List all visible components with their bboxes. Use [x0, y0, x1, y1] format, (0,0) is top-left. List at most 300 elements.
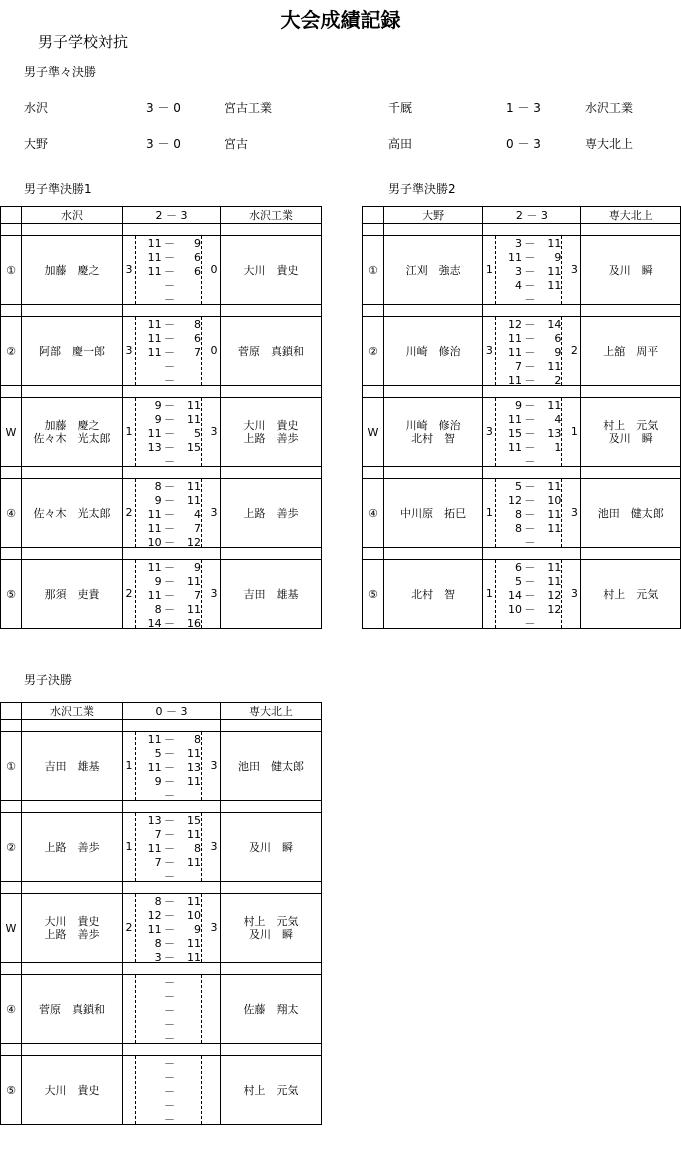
right-player-cell [581, 317, 681, 386]
spacer-cell [1, 224, 22, 236]
dash: － [163, 775, 175, 788]
match-row [1, 813, 322, 882]
game-right-points: 11 [187, 480, 201, 493]
game-right-points [177, 374, 201, 388]
game-right-points: 11 [187, 413, 201, 426]
game-left-points: 8 [154, 895, 162, 908]
game-scores [483, 398, 580, 466]
game-scores-cell [483, 479, 581, 548]
dash: － [163, 293, 175, 306]
left-games-won: 2 [125, 921, 133, 934]
team-b-name: 水沢工業 [221, 207, 322, 224]
qf3-team-a: 千厩 [388, 101, 413, 115]
game-score-line [136, 814, 201, 828]
qf1-team-b: 宮古工業 [224, 101, 273, 115]
game-left-points: 5 [154, 747, 162, 760]
game-left-points: 7 [154, 856, 162, 869]
match-row [1, 317, 322, 386]
game-score-line [136, 374, 201, 388]
game-right-points [177, 360, 201, 374]
game-left-points [136, 374, 162, 388]
left-player-name: 阿部 慶一郎 [39, 344, 105, 358]
game-right-points: 11 [187, 951, 201, 964]
right-games-won: 3 [210, 425, 218, 438]
game-list [135, 479, 202, 547]
dash: － [163, 976, 175, 989]
game-right-points [177, 455, 201, 469]
match-order: ② [1, 813, 22, 882]
dash: － [163, 360, 175, 373]
dash: － [524, 508, 536, 521]
match-order: W [1, 894, 22, 963]
dash: － [163, 814, 175, 827]
game-list [135, 732, 202, 800]
game-scores-cell [123, 236, 221, 305]
right-player-cell [581, 479, 681, 548]
dash: － [163, 1004, 175, 1017]
game-score-line [136, 617, 201, 631]
game-right-points: 11 [187, 494, 201, 507]
game-score-line [496, 237, 561, 251]
spacer-cell [363, 386, 384, 398]
qf4-team-b: 専大北上 [585, 137, 634, 151]
match-order: ① [1, 732, 22, 801]
game-list [135, 894, 202, 962]
game-score-line [136, 360, 201, 374]
left-player-cell [383, 236, 483, 305]
right-games-won: 3 [210, 921, 218, 934]
game-left-points: 11 [147, 561, 162, 574]
game-list [135, 813, 202, 881]
game-score-line [136, 251, 201, 265]
game-score-line [136, 747, 201, 761]
game-right-points: 5 [194, 427, 201, 440]
game-right-points [177, 976, 201, 990]
game-scores-cell [123, 560, 221, 629]
game-left-points: 9 [154, 494, 162, 507]
game-score-line [136, 1018, 201, 1032]
right-player-cell [221, 236, 322, 305]
game-scores [123, 894, 220, 962]
spacer-cell [221, 305, 322, 317]
game-left-points: 8 [154, 480, 162, 493]
game-scores [123, 975, 220, 1043]
game-score-line [136, 413, 201, 427]
dash: － [163, 909, 175, 922]
spacer-cell [22, 305, 123, 317]
game-score-line [136, 318, 201, 332]
game-left-points [136, 293, 162, 307]
left-player-cell [22, 732, 123, 801]
dash: － [163, 279, 175, 292]
game-score-line [136, 1113, 201, 1127]
game-right-points [177, 870, 201, 884]
game-right-points: 12 [187, 536, 201, 549]
team-b-name: 専大北上 [221, 703, 322, 720]
left-player-name: 北村 智 [411, 432, 456, 445]
dash: － [163, 617, 175, 630]
left-player-cell [22, 1056, 123, 1125]
dash: － [163, 346, 175, 359]
game-score-line [136, 1099, 201, 1113]
dash: － [163, 265, 175, 278]
right-games-won: 2 [570, 344, 578, 357]
match-score: 0 － 3 [123, 703, 221, 720]
dash: － [163, 1057, 175, 1070]
dash: － [163, 789, 175, 802]
game-list [495, 317, 562, 385]
game-score-line [496, 346, 561, 360]
game-scores-cell [483, 236, 581, 305]
match-row [1, 1056, 322, 1125]
game-right-points [177, 1113, 201, 1127]
match-row [1, 732, 322, 801]
page-subtitle: 男子学校対抗 [38, 33, 129, 51]
game-score-line [136, 937, 201, 951]
game-score-line [136, 856, 201, 870]
match-order: ⑤ [1, 1056, 22, 1125]
right-games-won: 3 [210, 840, 218, 853]
dash: － [163, 237, 175, 250]
right-player-cell [221, 560, 322, 629]
right-player-name: 大川 貴史 [243, 263, 299, 277]
left-player-name: 佐々木 光太郎 [33, 432, 111, 445]
game-left-points: 9 [154, 575, 162, 588]
game-left-points [136, 1018, 162, 1032]
dash: － [524, 374, 536, 387]
match-row [363, 236, 681, 305]
spacer-cell [1, 386, 22, 398]
game-left-points [136, 990, 162, 1004]
game-left-points: 11 [147, 427, 162, 440]
game-score-line [496, 589, 561, 603]
dash: － [163, 318, 175, 331]
game-right-points: 6 [554, 332, 562, 345]
dash: － [524, 617, 536, 630]
dash: － [163, 870, 175, 883]
game-left-points: 8 [154, 603, 162, 616]
header-row [1, 207, 322, 224]
qf2-team-a: 大野 [24, 137, 49, 151]
game-score-line [496, 318, 561, 332]
game-list [135, 317, 202, 385]
right-player-cell [221, 894, 322, 963]
left-player-name: 上路 善歩 [44, 928, 100, 941]
spacer-row [363, 224, 681, 236]
order-header-cell [1, 703, 22, 720]
team-b-name: 専大北上 [581, 207, 681, 224]
dash: － [163, 828, 175, 841]
game-right-points [538, 536, 562, 550]
game-score-line [496, 332, 561, 346]
dash: － [163, 251, 175, 264]
game-score-line [136, 976, 201, 990]
game-left-points: 11 [147, 733, 162, 746]
game-left-points [136, 1113, 162, 1127]
right-player-name: 村上 元気 [603, 419, 659, 432]
game-left-points: 6 [515, 561, 523, 574]
dash: － [163, 895, 175, 908]
right-games-won: 3 [210, 506, 218, 519]
game-list [495, 479, 562, 547]
left-games-won: 1 [125, 840, 133, 853]
right-games-won: 1 [570, 425, 578, 438]
spacer-cell [22, 548, 123, 560]
dash: － [524, 494, 536, 507]
left-player-name: 加藤 慶之 [44, 263, 100, 277]
game-left-points: 11 [147, 251, 162, 264]
game-right-points [538, 455, 562, 469]
dash: － [524, 413, 536, 426]
spacer-cell [581, 548, 681, 560]
dash: － [524, 360, 536, 373]
game-score-line [136, 870, 201, 884]
qf3-team-b: 水沢工業 [585, 101, 634, 115]
game-right-points: 11 [547, 237, 562, 250]
game-left-points: 3 [515, 237, 523, 250]
game-left-points: 13 [147, 441, 162, 454]
game-right-points: 12 [547, 603, 562, 616]
dash: － [163, 733, 175, 746]
match-row [1, 560, 322, 629]
match-order: ② [1, 317, 22, 386]
game-right-points: 11 [547, 480, 562, 493]
right-games-won: 3 [570, 587, 578, 600]
right-player-cell [221, 975, 322, 1044]
game-score-line [496, 480, 561, 494]
dash: － [163, 374, 175, 387]
game-scores-cell [123, 479, 221, 548]
right-player-cell [221, 1056, 322, 1125]
game-list [135, 236, 202, 304]
match-score: 2 － 3 [123, 207, 221, 224]
game-right-points [177, 1071, 201, 1085]
game-left-points: 15 [508, 427, 523, 440]
game-right-points: 11 [187, 399, 201, 412]
game-score-line [136, 522, 201, 536]
game-right-points: 4 [554, 413, 562, 426]
game-scores [123, 398, 220, 466]
spacer-cell [22, 467, 123, 479]
dash: － [163, 522, 175, 535]
dash: － [163, 589, 175, 602]
right-player-name: 上舘 周平 [603, 344, 659, 358]
spacer-cell [1, 801, 22, 813]
game-score-line [136, 951, 201, 965]
match-row [1, 894, 322, 963]
match-row [1, 975, 322, 1044]
game-score-line [496, 561, 561, 575]
left-player-name: 上路 善歩 [44, 840, 100, 854]
game-score-line [496, 279, 561, 293]
game-left-points: 11 [508, 251, 523, 264]
semifinal1-heading: 男子準決勝1 [24, 182, 92, 196]
left-games-won: 1 [485, 506, 493, 519]
game-right-points: 10 [547, 494, 562, 507]
qf2-score: 3 － 0 [146, 137, 181, 151]
right-player-name: 池田 健太郎 [238, 759, 304, 773]
game-left-points: 11 [508, 332, 523, 345]
game-scores [483, 560, 580, 628]
game-score-line [496, 427, 561, 441]
game-score-line [136, 733, 201, 747]
game-scores [123, 732, 220, 800]
dash: － [163, 1099, 175, 1112]
game-left-points [496, 536, 522, 550]
match-row [1, 479, 322, 548]
game-left-points: 12 [508, 318, 523, 331]
game-right-points: 11 [187, 856, 201, 869]
match-order: ⑤ [363, 560, 384, 629]
dash: － [163, 990, 175, 1003]
game-left-points: 5 [515, 575, 523, 588]
game-scores [123, 479, 220, 547]
game-right-points: 11 [187, 747, 201, 760]
match-row [1, 236, 322, 305]
spacer-cell [22, 1044, 123, 1056]
right-player-name: 菅原 真鎖和 [238, 344, 304, 358]
game-left-points: 12 [147, 909, 162, 922]
left-games-won: 2 [125, 587, 133, 600]
match-order: ④ [1, 479, 22, 548]
game-score-line [496, 251, 561, 265]
game-left-points: 8 [154, 937, 162, 950]
spacer-cell [123, 224, 221, 236]
right-player-cell [221, 732, 322, 801]
spacer-cell [383, 467, 483, 479]
game-left-points: 11 [147, 346, 162, 359]
right-games-won: 3 [210, 587, 218, 600]
game-left-points: 9 [154, 413, 162, 426]
left-player-cell [22, 236, 123, 305]
left-player-cell [22, 560, 123, 629]
match-row [363, 317, 681, 386]
right-games-won [208, 978, 220, 1040]
game-scores [483, 317, 580, 385]
dash: － [163, 842, 175, 855]
dash: － [163, 427, 175, 440]
game-left-points: 11 [147, 318, 162, 331]
game-left-points: 11 [147, 332, 162, 345]
game-right-points: 11 [187, 937, 201, 950]
qf1-score: 3 － 0 [146, 101, 181, 115]
spacer-cell [22, 882, 123, 894]
game-right-points: 15 [187, 814, 201, 827]
game-score-line [136, 789, 201, 803]
game-score-line [496, 360, 561, 374]
game-left-points: 11 [508, 441, 523, 454]
dash: － [163, 413, 175, 426]
game-left-points [136, 1004, 162, 1018]
game-left-points [136, 1032, 162, 1046]
dash: － [524, 237, 536, 250]
game-score-line [136, 494, 201, 508]
spacer-cell [1, 467, 22, 479]
left-player-name: 北村 智 [411, 587, 456, 601]
dash: － [524, 332, 536, 345]
game-score-line [136, 561, 201, 575]
dash: － [524, 536, 536, 549]
game-score-line [496, 575, 561, 589]
game-left-points: 14 [508, 589, 523, 602]
dash: － [524, 589, 536, 602]
game-right-points: 9 [554, 251, 562, 264]
game-scores-cell [123, 1056, 221, 1125]
left-games-won: 1 [485, 587, 493, 600]
game-score-line [136, 828, 201, 842]
game-score-line [136, 508, 201, 522]
game-scores-cell [123, 813, 221, 882]
game-right-points: 9 [194, 561, 201, 574]
spacer-cell [22, 224, 123, 236]
right-player-name: 上路 善歩 [243, 506, 299, 520]
right-player-cell [581, 398, 681, 467]
spacer-cell [221, 720, 322, 732]
dash: － [163, 1018, 175, 1031]
left-games-won: 3 [485, 344, 493, 357]
right-player-cell [581, 236, 681, 305]
game-right-points: 4 [194, 508, 201, 521]
game-list [495, 560, 562, 628]
spacer-cell [483, 224, 581, 236]
dash: － [163, 856, 175, 869]
game-right-points [177, 789, 201, 803]
dash: － [163, 536, 175, 549]
dash: － [524, 346, 536, 359]
spacer-cell [22, 963, 123, 975]
game-score-line [496, 522, 561, 536]
order-header-cell [363, 207, 384, 224]
quarterfinal-heading: 男子準々決勝 [24, 65, 97, 79]
game-right-points: 13 [547, 427, 562, 440]
spacer-cell [1, 882, 22, 894]
spacer-cell [1, 720, 22, 732]
qf1-team-a: 水沢 [24, 101, 49, 115]
game-score-line [136, 237, 201, 251]
right-player-cell [221, 317, 322, 386]
spacer-cell [221, 467, 322, 479]
game-left-points: 11 [147, 237, 162, 250]
game-left-points [136, 279, 162, 293]
team-a-name: 水沢工業 [22, 703, 123, 720]
match-order: ④ [363, 479, 384, 548]
game-right-points: 10 [187, 909, 201, 922]
game-left-points: 9 [154, 399, 162, 412]
left-player-name: 川崎 修治 [405, 419, 461, 432]
game-right-points: 12 [547, 589, 562, 602]
left-player-cell [383, 560, 483, 629]
left-player-name: 佐々木 光太郎 [33, 506, 111, 520]
right-player-name: 及川 瞬 [608, 263, 653, 277]
dash: － [524, 427, 536, 440]
spacer-cell [363, 467, 384, 479]
game-score-line [496, 441, 561, 455]
spacer-cell [221, 548, 322, 560]
game-right-points: 16 [187, 617, 201, 630]
dash: － [163, 494, 175, 507]
match-order: ① [363, 236, 384, 305]
game-left-points [496, 617, 522, 631]
game-list [135, 560, 202, 628]
game-right-points: 11 [547, 575, 562, 588]
left-games-won: 3 [125, 344, 133, 357]
game-right-points [177, 990, 201, 1004]
match-order: ② [363, 317, 384, 386]
spacer-cell [22, 386, 123, 398]
dash: － [524, 575, 536, 588]
spacer-cell [221, 963, 322, 975]
game-scores [123, 560, 220, 628]
